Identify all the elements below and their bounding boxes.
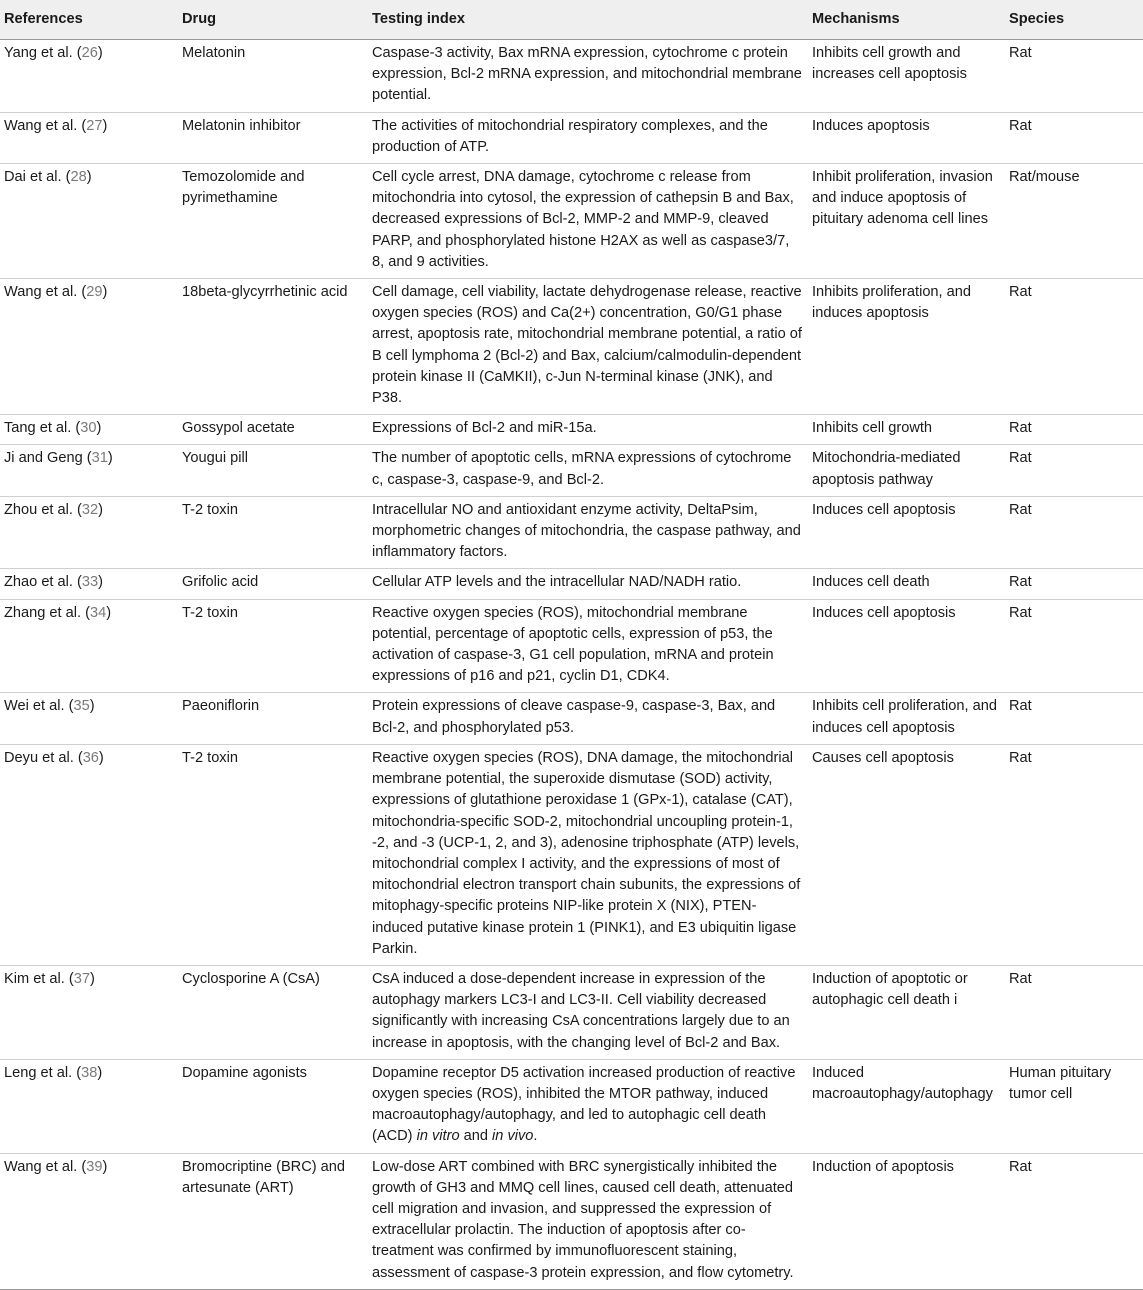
- citation-link[interactable]: 37: [73, 970, 90, 987]
- species-cell: Rat: [1009, 501, 1032, 518]
- table-row: [0, 40, 1143, 113]
- testing-index-cell: Intracellular NO and antioxidant enzyme activity, DeltaPsim, morphometric changes of mitochondria, the caspase pathway, and inflammatory factors.: [372, 501, 801, 561]
- reference-cell: Wang et al. (27): [4, 117, 108, 134]
- mechanism-cell: Induces apoptosis: [812, 117, 930, 134]
- species-cell: Rat: [1009, 574, 1032, 591]
- table-row: [0, 164, 1143, 279]
- species-cell: Human pituitary tumor cell: [1009, 1064, 1112, 1102]
- table-header: [0, 0, 1143, 40]
- reference-cell: Ji and Geng (31): [4, 450, 113, 467]
- species-cell: Rat: [1009, 698, 1032, 715]
- header-references: References: [4, 11, 83, 27]
- species-cell: Rat: [1009, 749, 1032, 766]
- drug-cell: Dopamine agonists: [182, 1064, 307, 1081]
- reference-cell: Tang et al. (30): [4, 420, 102, 437]
- testing-index-cell: CsA induced a dose-dependent increase in expression of the autophagy markers LC3-I and LC3-II. Cell viability decreased significantly with increasing CsA concentrations largely due to an increase in apoptosis, with the changing level of Bcl-2 and Bax.: [372, 970, 790, 1051]
- table-row: [0, 279, 1143, 415]
- testing-index-cell: Cell damage, cell viability, lactate dehydrogenase release, reactive oxygen species (ROS) and Ca(2+) concentration, G0/G1 phase arrest, apoptosis rate, mitochondrial membrane potential, a ratio of B cell lymphoma 2 (Bcl-2) and Bax, calcium/calmodulin-dependent protein kinase II (CaMKII), c-Jun N-terminal kinase (JNK), and P38.: [372, 284, 802, 407]
- citation-link[interactable]: 26: [81, 45, 98, 61]
- table-row: [0, 112, 1143, 163]
- reference-cell: Yang et al. (26): [4, 45, 103, 61]
- citation-link[interactable]: 34: [90, 604, 107, 621]
- table-body: [0, 40, 1143, 1290]
- table-row: [0, 415, 1143, 445]
- mechanism-cell: Mitochondria-mediated apoptosis pathway: [812, 450, 961, 488]
- mechanism-cell: Inhibit proliferation, invasion and induce apoptosis of pituitary adenoma cell lines: [812, 169, 993, 228]
- mechanism-cell: Inhibits cell proliferation, and induces cell apoptosis: [812, 698, 997, 736]
- drug-cell: Cyclosporine A (CsA): [182, 970, 320, 987]
- testing-index-cell: Reactive oxygen species (ROS), mitochondrial membrane potential, percentage of apoptotic cells, expression of p53, the activation of caspase-3, G1 cell population, mRNA and protein expressions of p16 and p21, cyclin D1, CDK4.: [372, 604, 774, 685]
- table-row: [0, 693, 1143, 744]
- citation-link[interactable]: 27: [86, 117, 103, 134]
- testing-index-cell: Low-dose ART combined with BRC synergistically inhibited the growth of GH3 and MMQ cell lines, caused cell death, attenuated cell migration and invasion, and suppressed the expression of extracellular prolactin. The induction of apoptosis after co-treatment was confirmed by immunofluorescent staining, assessment of caspase-3 protein expression, and flow cytometry.: [372, 1158, 794, 1281]
- mechanism-cell: Induces cell apoptosis: [812, 501, 956, 518]
- italic-text: in vivo: [492, 1128, 534, 1145]
- species-cell: Rat: [1009, 117, 1032, 134]
- reference-cell: Wei et al. (35): [4, 698, 95, 715]
- species-cell: Rat: [1009, 284, 1032, 301]
- drug-cell: T-2 toxin: [182, 604, 238, 621]
- drug-cell: T-2 toxin: [182, 501, 238, 518]
- mechanism-cell: Inhibits cell growth and increases cell apoptosis: [812, 45, 967, 83]
- species-cell: Rat: [1009, 450, 1032, 467]
- testing-index-cell: Caspase-3 activity, Bax mRNA expression, cytochrome c protein expression, Bcl-2 mRNA expression, and mitochondrial membrane potential.: [372, 45, 802, 104]
- drug-cell: Paeoniflorin: [182, 698, 260, 715]
- citation-link[interactable]: 38: [81, 1064, 98, 1081]
- species-cell: Rat: [1009, 1158, 1032, 1175]
- drug-cell: Melatonin: [182, 45, 246, 61]
- species-cell: Rat: [1009, 970, 1032, 987]
- reference-cell: Kim et al. (37): [4, 970, 95, 987]
- citation-link[interactable]: 39: [86, 1158, 103, 1175]
- table-row: [0, 496, 1143, 569]
- drug-cell: 18beta-glycyrrhetinic acid: [182, 284, 348, 301]
- reference-cell: Deyu et al. (36): [4, 749, 104, 766]
- citation-link[interactable]: 33: [81, 574, 99, 591]
- testing-index-cell: Cellular ATP levels and the intracellular NAD/NADH ratio.: [372, 574, 742, 591]
- mechanism-cell: Inhibits cell growth: [812, 420, 933, 437]
- table-row: [0, 445, 1143, 496]
- reference-cell: Leng et al. (38): [4, 1064, 103, 1081]
- italic-text: in vitro: [416, 1128, 460, 1145]
- species-cell: Rat/mouse: [1009, 169, 1080, 186]
- table-row: [0, 1153, 1143, 1289]
- drug-cell: Temozolomide and pyrimethamine: [182, 169, 305, 207]
- drug-cell: Grifolic acid: [182, 574, 259, 591]
- table-row: [0, 1059, 1143, 1153]
- drug-cell: T-2 toxin: [182, 749, 238, 766]
- species-cell: Rat: [1009, 420, 1032, 437]
- header-drug: Drug: [182, 11, 217, 27]
- mechanism-cell: Induced macroautophagy/autophagy: [812, 1064, 993, 1102]
- mechanism-cell: Induces cell apoptosis: [812, 604, 956, 621]
- citation-link[interactable]: 30: [80, 420, 97, 437]
- citation-link[interactable]: 29: [86, 284, 103, 301]
- mechanism-cell: Inhibits proliferation, and induces apoptosis: [812, 284, 972, 322]
- testing-index-cell: The activities of mitochondrial respiratory complexes, and the production of ATP.: [372, 117, 768, 155]
- drug-cell: Gossypol acetate: [182, 420, 295, 437]
- drug-cell: Yougui pill: [182, 450, 248, 467]
- drug-cell: Melatonin inhibitor: [182, 117, 301, 134]
- header-testing-index: Testing index: [372, 11, 465, 27]
- citation-link[interactable]: 36: [82, 749, 99, 766]
- citation-link[interactable]: 35: [73, 698, 90, 715]
- mechanism-cell: Induction of apoptosis: [812, 1158, 954, 1175]
- testing-index-cell: The number of apoptotic cells, mRNA expressions of cytochrome c, caspase-3, caspase-9, and Bcl-2.: [372, 450, 792, 488]
- reference-cell: Dai et al. (28): [4, 169, 92, 186]
- citation-link[interactable]: 28: [70, 169, 87, 186]
- header-mechanisms: Mechanisms: [812, 11, 900, 27]
- testing-index-cell: Reactive oxygen species (ROS), DNA damage, the mitochondrial membrane potential, the superoxide dismutase (SOD) activity, expressions of glutathione peroxidase 1 (GPx-1), catalase (CAT), mitochondria-specific SOD-2, mitochondrial uncoupling protein-1, -2, and -3 (UCP-1, 2, and 3), adenosine triphosphate (ATP) levels, mitochondrial complex I activity, and the expressions of most of mitochondrial electron transport chain subunits, the expressions of mitophagy-specific proteins NIP-like protein X (NIX), PTEN-induced putative kinase protein 1 (PINK1), and E3 ubiquitin ligase Parkin.: [372, 749, 801, 957]
- testing-index-cell: Cell cycle arrest, DNA damage, cytochrome c release from mitochondria into cytosol, the expression of cathepsin B and Bax, decreased expressions of Bcl-2, MMP-2 and MMP-9, cleaved PARP, and phosphorylated histone H2AX as well as caspase3/7, 8, and 9 activities.: [372, 169, 794, 270]
- table-row: [0, 569, 1143, 599]
- reference-cell: Wang et al. (29): [4, 284, 108, 301]
- testing-index-cell: Protein expressions of cleave caspase-9, caspase-3, Bax, and Bcl-2, and phosphorylated p53.: [372, 698, 776, 736]
- drug-cell: Bromocriptine (BRC) and artesunate (ART): [182, 1158, 346, 1196]
- species-cell: Rat: [1009, 45, 1032, 61]
- table-row: [0, 599, 1143, 693]
- table-row: [0, 744, 1143, 965]
- citation-link[interactable]: 31: [91, 450, 108, 467]
- mechanism-cell: Induces cell death: [812, 574, 930, 591]
- citation-link[interactable]: 32: [81, 501, 99, 518]
- mechanism-cell: Induction of apoptotic or autophagic cell death i: [812, 970, 968, 1009]
- reference-cell: Zhou et al. (32): [4, 501, 103, 518]
- mechanism-cell: Causes cell apoptosis: [812, 749, 954, 766]
- reference-cell: Wang et al. (39): [4, 1158, 108, 1175]
- species-cell: Rat: [1009, 604, 1032, 621]
- table-row: [0, 965, 1143, 1059]
- header-species: Species: [1009, 11, 1065, 27]
- reference-cell: Zhang et al. (34): [4, 604, 112, 621]
- header-row: [0, 0, 1143, 40]
- testing-index-cell: Dopamine receptor D5 activation increased production of reactive oxygen species (ROS), inhibited the MTOR pathway, induced macroautophagy/autophagy, and led to autophagic cell death (ACD) in vitro and in vivo.: [372, 1064, 796, 1145]
- testing-index-cell: Expressions of Bcl-2 and miR-15a.: [372, 420, 597, 437]
- reference-cell: Zhao et al. (33): [4, 574, 103, 591]
